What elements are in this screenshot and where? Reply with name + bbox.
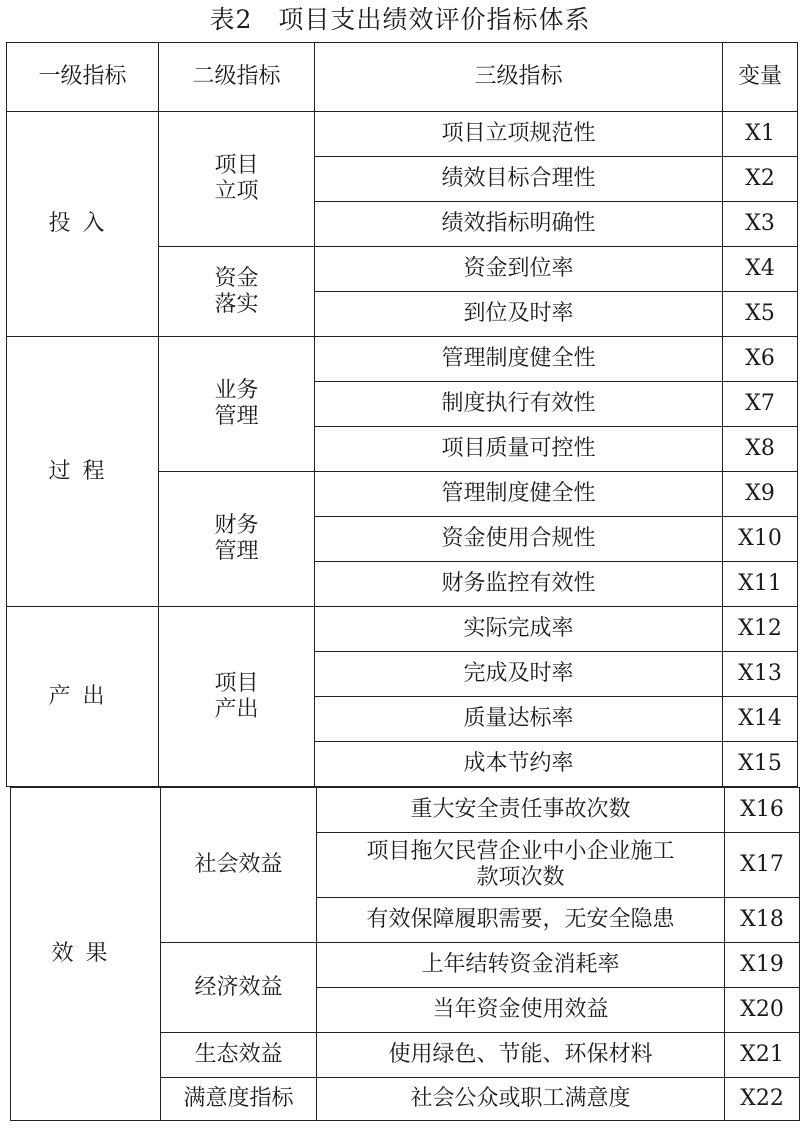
level2-cell-business [159, 337, 315, 472]
variable-cell: X7 [723, 382, 798, 427]
level2-line: 业务 [214, 378, 259, 403]
variable-cell: X11 [723, 562, 798, 607]
indicator-cell: 绩效指标明确性 [315, 202, 723, 247]
variable-cell: X1 [723, 112, 798, 157]
variable-cell: X22 [725, 1078, 800, 1121]
variable-cell: X21 [725, 1033, 800, 1078]
table-row [7, 112, 798, 157]
indicator-cell: 制度执行有效性 [315, 382, 723, 427]
indicator-cell: 社会公众或职工满意度 [317, 1078, 725, 1121]
indicator-cell: 质量达标率 [315, 697, 723, 742]
variable-cell: X12 [723, 607, 798, 652]
variable-cell: X3 [723, 202, 798, 247]
indicator-cell [317, 833, 725, 898]
indicator-cell: 资金到位率 [315, 247, 723, 292]
indicator-cell: 资金使用合规性 [315, 517, 723, 562]
level2-line: 立项 [214, 179, 259, 204]
level2-cell-social: 社会效益 [161, 788, 317, 943]
variable-cell: X20 [725, 988, 800, 1033]
indicator-cell: 上年结转资金消耗率 [317, 943, 725, 988]
indicator-cell: 财务监控有效性 [315, 562, 723, 607]
table-row [7, 337, 798, 382]
variable-cell: X13 [723, 652, 798, 697]
indicator-cell: 绩效目标合理性 [315, 157, 723, 202]
variable-cell: X14 [723, 697, 798, 742]
level2-line: 落实 [214, 291, 259, 317]
indicator-cell: 重大安全责任事故次数 [317, 788, 725, 833]
level2-line: 项目 [214, 670, 259, 696]
variable-cell: X5 [723, 292, 798, 337]
header-level1: 一级指标 [7, 43, 159, 112]
indicator-cell: 管理制度健全性 [315, 337, 723, 382]
level2-cell-ecological: 生态效益 [161, 1033, 317, 1078]
table-header-row [7, 43, 798, 112]
table-caption: 表2 项目支出绩效评价指标体系 [209, 5, 591, 34]
indicator-cell: 实际完成率 [315, 607, 723, 652]
indicator-cell: 项目质量可控性 [315, 427, 723, 472]
indicator-cell: 有效保障履职需要，无安全隐患 [317, 898, 725, 943]
variable-cell: X2 [723, 157, 798, 202]
variable-cell: X4 [723, 247, 798, 292]
indicator-cell: 管理制度健全性 [315, 472, 723, 517]
indicator-cell: 项目立项规范性 [315, 112, 723, 157]
level1-cell-process: 过程 [7, 337, 159, 607]
indicator-cell: 使用绿色、节能、环保材料 [317, 1033, 725, 1078]
level1-cell-output: 产出 [7, 607, 159, 787]
level1-cell-input: 投入 [7, 112, 159, 337]
level2-cell-finance [159, 472, 315, 607]
variable-cell: X18 [725, 898, 800, 943]
variable-cell: X17 [725, 833, 800, 898]
level2-line: 项目 [214, 153, 259, 178]
indicator-cell: 成本节约率 [315, 742, 723, 787]
level2-line: 产出 [214, 696, 259, 722]
indicator-cell: 到位及时率 [315, 292, 723, 337]
indicator-line: 款项次数 [476, 865, 565, 890]
indicator-table-lower [10, 787, 800, 1121]
header-level2: 二级指标 [159, 43, 315, 112]
variable-cell: X6 [723, 337, 798, 382]
variable-cell: X9 [723, 472, 798, 517]
indicator-line: 项目拖欠民营企业中小企业施工 [366, 839, 675, 864]
level2-line: 管理 [214, 539, 259, 564]
variable-cell: X19 [725, 943, 800, 988]
variable-cell: X10 [723, 517, 798, 562]
level2-line: 资金 [214, 265, 259, 291]
header-level3: 三级指标 [315, 43, 723, 112]
variable-cell: X8 [723, 427, 798, 472]
table-row [7, 607, 798, 652]
variable-cell: X16 [725, 788, 800, 833]
indicator-cell: 完成及时率 [315, 652, 723, 697]
level2-cell-funds [159, 247, 315, 337]
variable-cell: X15 [723, 742, 798, 787]
level1-cell-effect: 效果 [11, 788, 161, 1121]
level2-line: 财务 [214, 513, 259, 538]
indicator-cell: 当年资金使用效益 [317, 988, 725, 1033]
level2-line: 管理 [214, 404, 259, 429]
header-variable: 变量 [723, 43, 798, 112]
indicator-table-upper [6, 42, 798, 787]
level2-cell-economic: 经济效益 [161, 943, 317, 1033]
table-row [11, 788, 800, 833]
level2-cell-project-output [159, 607, 315, 787]
level2-cell-approval [159, 112, 315, 247]
level2-cell-satisfaction: 满意度指标 [161, 1078, 317, 1121]
